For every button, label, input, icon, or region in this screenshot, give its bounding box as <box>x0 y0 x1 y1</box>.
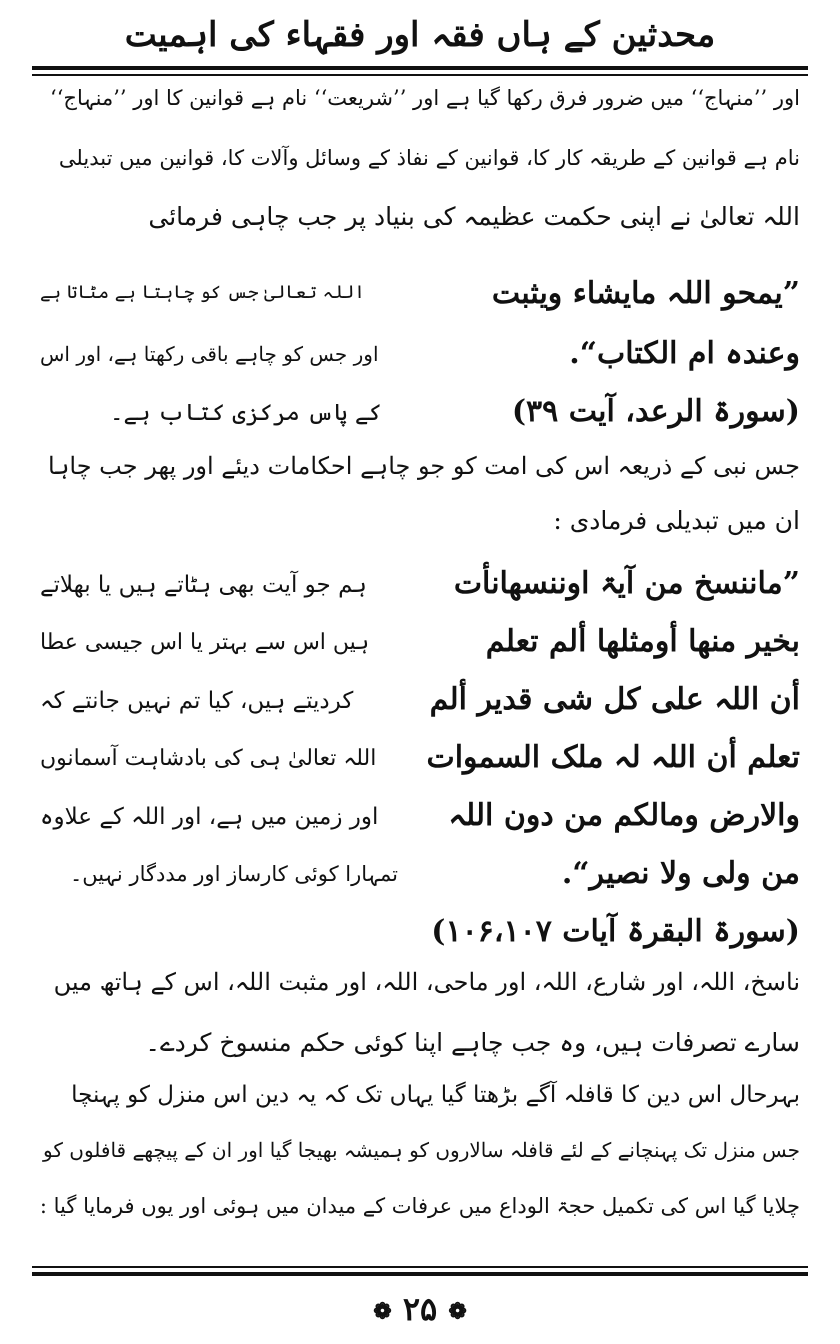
quran-quote-translation: ہم جو آیت بھی ہٹاتے ہیں یا بھلاتے <box>40 572 367 598</box>
quran-quote-arabic: والارض ومالکم من دون اللہ <box>448 798 800 833</box>
body-line: بہرحال اس دین کا قافلہ آگے بڑھتا گیا یہاں تک کہ یہ دین اس منزل کو پہنچا <box>71 1082 800 1108</box>
quran-quote-translation: اللہ تعالیٰ ہی کی بادشاہت آسمانوں <box>40 746 377 771</box>
top-rule-thin <box>32 74 808 76</box>
page-title: محدثین کے ہاں فقہ اور فقہاء کی اہمیت <box>124 15 716 55</box>
body-line: چلایا گیا اس کی تکمیل حجۃ الوداع میں عرفات کے میدان میں ہوئی اور یوں فرمایا گیا : <box>39 1194 800 1218</box>
quran-quote-arabic: ”یمحو اللہ مایشاء ویثبت <box>491 276 800 311</box>
page-number-footer <box>0 1290 840 1328</box>
quran-quote-arabic: تعلم أن اللہ لہ ملک السموات <box>426 740 800 775</box>
body-line: جس نبی کے ذریعہ اس کی امت کو جو چاہے احکامات دیئے اور پھر جب چاہا <box>48 452 800 480</box>
top-rule-thick <box>32 66 808 70</box>
quran-quote-translation: ہیں اس سے بہتر یا اس جیسی عطا <box>40 630 370 655</box>
quran-reference: (سورۃ البقرۃ آیات ۱۰۶،۱۰۷) <box>431 914 800 949</box>
quran-quote-arabic: وعندہ ام الکتاب“. <box>569 336 800 371</box>
quran-quote-translation: کے پاس مرکزی کتاب ہے۔ <box>110 400 382 426</box>
ornament-icon: ❁ <box>448 1298 467 1325</box>
bottom-rule-thin <box>32 1266 808 1268</box>
quran-reference: (سورۃ الرعد، آیت ۳۹) <box>511 394 800 429</box>
intro-line: اور ’’منہاج‘‘ میں ضرور فرق رکھا گیا ہے اور ’’شریعت‘‘ نام ہے قوانین کا اور ’’منہاج‘‘ <box>50 86 800 110</box>
quran-quote-arabic: من ولی ولا نصیر“. <box>561 856 800 891</box>
bottom-rule-thick <box>32 1272 808 1276</box>
body-line: ناسخ، اللہ، اور شارع، اللہ، اور ماحی، اللہ، اور مثبت اللہ، اس کے ہاتھ میں <box>53 968 800 996</box>
quran-quote-arabic: أن اللہ علی کل شی قدیر ألم <box>429 682 800 717</box>
intro-line: نام ہے قوانین کے طریقہ کار کا، قوانین کے نفاذ کے وسائل وآلات کا، قوانین میں تبدیلی <box>58 146 800 170</box>
intro-line: اللہ تعالیٰ نے اپنی حکمت عظیمہ کی بنیاد پر جب چاہی فرمائی <box>148 202 800 231</box>
page-number: ۲۵ <box>402 1290 438 1328</box>
quran-quote-translation: اور جس کو چاہے باقی رکھتا ہے، اور اس <box>40 342 379 366</box>
quran-quote-translation: تمہارا کوئی کارساز اور مددگار نہیں۔ <box>70 862 398 886</box>
quran-quote-translation: اور زمین میں ہے، اور اللہ کے علاوہ <box>40 804 379 830</box>
quran-quote-translation: اللہ تعالیٰ جس کو چاہتا ہے مٹاتا ہے <box>40 282 365 303</box>
body-line: جس منزل تک پہنچانے کے لئے قافلہ سالاروں کو ہمیشہ بھیجا گیا اور ان کے پیچھے قافلوں کو <box>43 1138 800 1162</box>
ornament-icon: ❁ <box>373 1298 392 1325</box>
quran-quote-translation: کردیتے ہیں، کیا تم نہیں جانتے کہ <box>40 688 354 714</box>
quran-quote-arabic: بخیر منھا أومثلھا ألم تعلم <box>485 624 800 659</box>
body-line: ان میں تبدیلی فرمادی : <box>553 506 800 535</box>
body-line: سارے تصرفات ہیں، وہ جب چاہے اپنا کوئی حکم منسوخ کردے۔ <box>145 1028 800 1057</box>
quran-quote-arabic: ”ماننسخ من آیۃ اوننسھانأت <box>453 566 800 601</box>
